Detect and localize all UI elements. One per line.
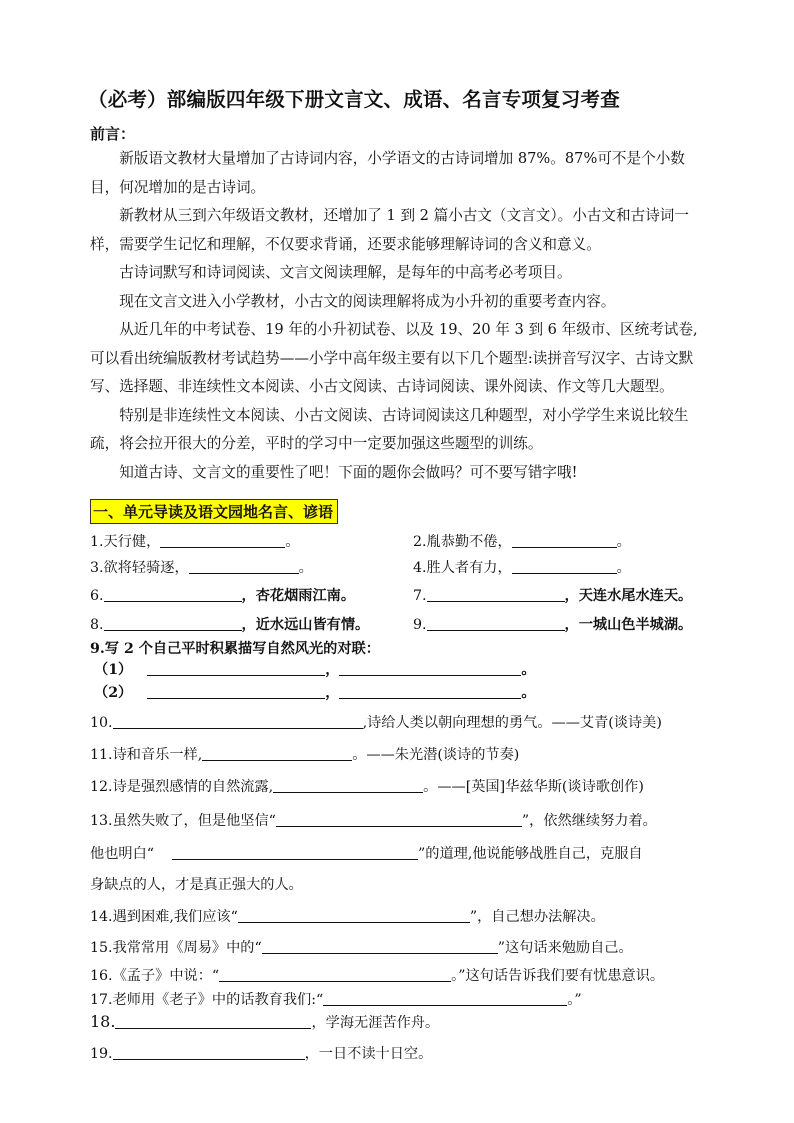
section-heading: 一、单元导读及语文园地名言、谚语 <box>90 499 338 524</box>
answer-blank[interactable] <box>276 812 522 827</box>
answer-blank[interactable] <box>104 616 242 631</box>
question-6: 6. ，杏花烟雨江南。 <box>90 588 356 604</box>
answer-blank[interactable] <box>512 533 617 548</box>
preface-body <box>90 145 712 487</box>
answer-blank[interactable] <box>113 1045 305 1060</box>
answer-blank[interactable] <box>427 616 565 631</box>
question-16: 16.《孟子》中说：“ 。”这句话告诉我们要有忧患意识。 <box>90 968 665 984</box>
question-4: 4.胜人者有力， 。 <box>413 560 631 576</box>
preface-paragraph: 古诗词默写和诗词阅读、文言文阅读理解，是每年的中高考必考项目。 <box>119 264 572 281</box>
question-15: 15.我常常用《周易》中的“ ”这句话来勉励自己。 <box>90 940 633 956</box>
answer-blank[interactable] <box>339 684 521 699</box>
question-13-line-2: 他也明白“ ”的道理,他说能够战胜自己，克服自 <box>90 846 643 862</box>
page-title: （必考）部编版四年级下册文言文、成语、名言专项复习考查 <box>88 88 620 111</box>
question-11: 11.诗和音乐一样, 。——朱光潜(谈诗的节奏) <box>90 747 520 763</box>
preface-label: 前言： <box>90 125 136 143</box>
answer-blank[interactable] <box>147 661 325 676</box>
answer-blank[interactable] <box>113 714 363 729</box>
question-13: 13.虽然失败了，但是他坚信“ ”，依然继续努力着。 <box>90 813 657 829</box>
preface-paragraph: 新版语文教材大量增加了古诗词内容，小学语文的古诗词增加 87%。87%可不是个小数目，何况增加的是古诗词。 <box>90 150 685 196</box>
question-18: 18. ，学海无涯苦作舟。 <box>90 1012 440 1031</box>
preface-paragraph: 现在文言文进入小学教材，小古文的阅读理解将成为小升初的重要考查内容。 <box>119 292 616 310</box>
answer-blank[interactable] <box>104 587 242 602</box>
answer-blank[interactable] <box>115 1014 311 1029</box>
question-12: 12.诗是强烈感情的自然流露, 。——[英国]华兹华斯(谈诗歌创作) <box>90 779 644 795</box>
answer-blank[interactable] <box>147 684 325 699</box>
answer-blank[interactable] <box>160 533 285 548</box>
question-13-line-3: 身缺点的人，才是真正强大的人。 <box>90 877 303 893</box>
preface-paragraph: 新教材从三到六年级语文教材，还增加了 1 到 2 篇小古文（文言文）。小古文和古诗词一样，需要学生记忆和理解，不仅要求背诵，还要求能够理解诗词的含义和意义。 <box>90 207 689 253</box>
answer-blank[interactable] <box>339 661 521 676</box>
question-1: 1.天行健， 。 <box>90 534 300 550</box>
answer-blank[interactable] <box>219 967 451 982</box>
couplet-row-1: （1） ， 。 <box>94 662 536 678</box>
question-9: 9. ，一城山色半城湖。 <box>413 617 693 633</box>
question-2: 2.胤恭勤不倦， 。 <box>413 534 631 550</box>
question-17: 17.老师用《老子》中的话教育我们:“ 。” <box>90 992 582 1008</box>
question-7: 7. ，天连水尾水连天。 <box>413 588 693 604</box>
couplet-row-2: （2） ， 。 <box>94 685 536 701</box>
answer-blank[interactable] <box>512 559 617 574</box>
answer-blank[interactable] <box>273 778 423 793</box>
question-3: 3.欲将轻骑逐， 。 <box>90 560 313 576</box>
preface-paragraph: 从近几年的中考试卷、19 年的小升初试卷、以及 19、20 年 3 到 6 年级市、区统考试卷,可以看出统编版教材考试趋势——小学中高年级主要有以下几个题型:读拼音写汉字、古诗文默写、选择题、非连续性文本阅读、小古文阅读、古诗词阅读、课外阅读、作文等几大题型。 <box>90 321 698 395</box>
answer-blank[interactable] <box>172 845 418 860</box>
question-14: 14.遇到困难,我们应该“ ”，自己想办法解决。 <box>90 909 605 925</box>
question-10: 10. ,诗给人类以朝向理想的勇气。——艾青(谈诗美) <box>90 715 662 731</box>
answer-blank[interactable] <box>427 587 565 602</box>
answer-blank[interactable] <box>189 559 299 574</box>
answer-blank[interactable] <box>262 939 498 954</box>
answer-blank[interactable] <box>238 908 470 923</box>
preface-paragraph: 特别是非连续性文本阅读、小古文阅读、古诗词阅读这几种题型，对小学学生来说比较生疏，将会拉开很大的分差，平时的学习中一定要加强这些题型的训练。 <box>90 406 689 452</box>
answer-blank[interactable] <box>323 991 567 1006</box>
preface-paragraph: 知道古诗、文言文的重要性了吧！下面的题你会做吗？可不要写错字哦! <box>119 463 578 481</box>
question-8: 8. ，近水远山皆有情。 <box>90 617 370 633</box>
question-9-couplets: 9.写 2 个自己平时积累描写自然风光的对联： <box>90 641 380 657</box>
question-19: 19. ，一日不读十日空。 <box>90 1046 433 1062</box>
answer-blank[interactable] <box>202 746 352 761</box>
